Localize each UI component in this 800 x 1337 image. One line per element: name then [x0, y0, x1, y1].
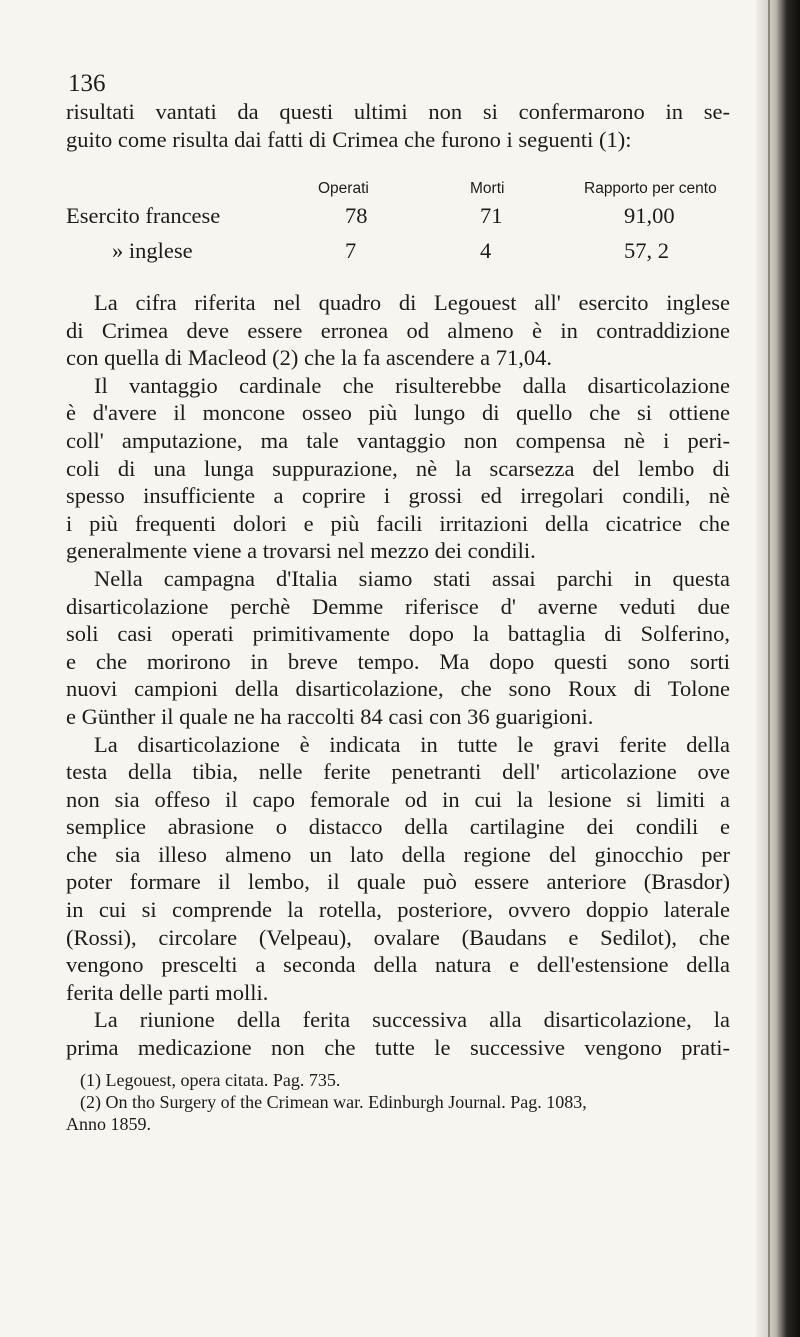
- text-line: coli di una lunga suppurazione, nè la scarsezza del lembo di: [66, 455, 730, 481]
- text-line: soli casi operati primitivamente dopo la battaglia di Solferino,: [66, 621, 730, 647]
- row-operated-english: 7: [345, 238, 357, 263]
- text-line: vengono prescelti a seconda della natura e dell'estensione della: [66, 952, 730, 978]
- row-label-english: » inglese: [112, 238, 193, 263]
- page-binding-edge: [756, 0, 800, 1337]
- text-line: e che morirono in breve tempo. Ma dopo questi sono sorti: [66, 648, 730, 674]
- page-fold-line: [768, 0, 770, 1337]
- row-ratio-english: 57, 2: [624, 238, 669, 263]
- row-operated-french: 78: [345, 203, 368, 228]
- text-line: La cifra riferita nel quadro di Legouest all' esercito inglese: [94, 290, 730, 315]
- header-operated: Operati: [318, 180, 369, 197]
- text-line: in cui si comprende la rotella, posteriore, ovvero doppio laterale: [66, 897, 730, 923]
- text-line: non sia offeso il capo femorale od in cui la lesione si limiti a: [66, 786, 730, 812]
- header-deaths: Morti: [470, 180, 505, 197]
- page-number: 136: [68, 70, 106, 97]
- text-line: La disarticolazione è indicata in tutte le gravi ferite della: [94, 731, 730, 757]
- text-line: è d'avere il moncone osseo più lungo di quello che si ottiene: [66, 400, 730, 426]
- text-line: La riunione della ferita successiva alla disarticolazione, la: [94, 1007, 730, 1033]
- row-deaths-english: 4: [480, 238, 492, 263]
- text-line: poter formare il lembo, il quale può essere anteriore (Brasdor): [66, 869, 730, 895]
- text-line: testa della tibia, nelle ferite penetranti dell' articolazione ove: [66, 759, 730, 785]
- row-deaths-french: 71: [480, 203, 503, 228]
- text-line: i più frequenti dolori e più facili irritazioni della cicatrice che: [66, 510, 730, 536]
- text-line: disarticolazione perchè Demme riferisce d' averne veduti due: [66, 593, 730, 619]
- row-label-french: Esercito francese: [66, 203, 221, 228]
- text-line: prima medicazione non che tutte le successive vengono prati-: [66, 1035, 730, 1061]
- text-line: guito come risulta dai fatti di Crimea che furono i seguenti (1):: [66, 126, 632, 152]
- text-line: spesso insufficiente a coprire i grossi ed irregolari condili, nè: [66, 483, 730, 509]
- text-line: (Rossi), circolare (Velpeau), ovalare (Baudans e Sedilot), che: [66, 924, 730, 950]
- text-line: coll' amputazione, ma tale vantaggio non compensa nè i peri-: [66, 427, 730, 453]
- body-text: [66, 289, 730, 1062]
- text-line: di Crimea deve essere erronea od almeno è in contraddizione: [66, 317, 730, 343]
- footnotes: [66, 1069, 730, 1135]
- text-line: ferita delle parti molli.: [66, 979, 269, 1005]
- text-line: nuovi campioni della disarticolazione, che sono Roux di Tolone: [66, 676, 730, 702]
- header-ratio: Rapporto per cento: [584, 180, 717, 197]
- text-line: generalmente viene a trovarsi nel mezzo dei condili.: [66, 538, 536, 564]
- footnote-1: (1) Legouest, opera citata. Pag. 735.: [80, 1070, 341, 1090]
- footnote-2: (2) On tho Surgery of the Crimean war. Edinburgh Journal. Pag. 1083,: [80, 1092, 587, 1112]
- text-line: semplice abrasione o distacco della cartilagine dei condili e: [66, 814, 730, 840]
- footnote-2-continuation: Anno 1859.: [66, 1114, 151, 1134]
- text-line: risultati vantati da questi ultimi non si confermarono in se-: [66, 99, 730, 124]
- text-line: Nella campagna d'Italia siamo stati assai parchi in questa: [94, 565, 730, 591]
- intro-paragraph: [66, 98, 730, 153]
- text-line: e Günther il quale ne ha raccolti 84 casi con 36 guarigioni.: [66, 703, 594, 729]
- text-line: con quella di Macleod (2) che la fa ascendere a 71,04.: [66, 345, 553, 371]
- text-line: Il vantaggio cardinale che risulterebbe dalla disarticolazione: [94, 372, 730, 398]
- row-ratio-french: 91,00: [624, 203, 675, 228]
- text-line: che sia illeso almeno un lato della regione del ginocchio per: [66, 841, 730, 867]
